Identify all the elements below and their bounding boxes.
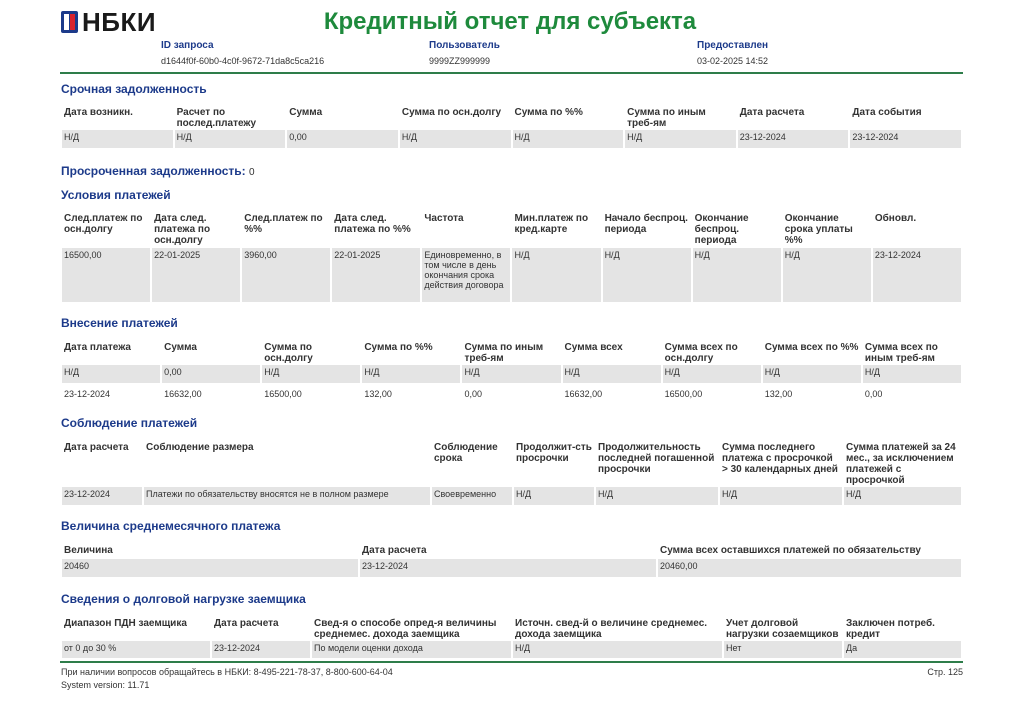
column-header: Дата платежа (64, 342, 131, 353)
table-cell: 23-12-2024 (64, 389, 111, 399)
column-header: Сумма по иным треб-ям (464, 342, 544, 364)
page-title: Кредитный отчет для субъекта (323, 8, 697, 35)
table-cell: от 0 до 30 % (62, 641, 210, 658)
table-cell: 16500,00 (264, 389, 302, 399)
table-cell: Н/Д (514, 487, 594, 505)
table-cell: 22-01-2025 (152, 248, 240, 302)
column-header: Сумма всех (564, 342, 623, 353)
table-cell: 23-12-2024 (62, 487, 142, 505)
table-cell: 0,00 (464, 389, 482, 399)
header-divider (60, 72, 963, 74)
column-header: Сумма по осн.долгу (401, 107, 502, 118)
table-cell: Н/Д (663, 365, 761, 383)
column-header: Сумма по %% (364, 342, 433, 353)
table-cell: 0,00 (287, 130, 398, 148)
overdue-label: Просроченная задолженность: (61, 164, 246, 178)
column-header: Обновл. (874, 213, 917, 224)
table-cell: 0,00 (162, 365, 260, 383)
table-cell: Н/Д (763, 365, 861, 383)
table-cell: 16500,00 (664, 389, 703, 399)
table-cell: Единовременно, в том числе в день окончания срока действия договора (422, 248, 510, 302)
column-header: Продолжит-сть просрочки (516, 442, 592, 464)
debt-load-table (60, 618, 963, 658)
table-cell: Своевременно (432, 487, 512, 505)
column-header: Дата возникн. (64, 107, 133, 118)
user-value: 9999ZZ999999 (429, 56, 491, 66)
section-title-compliance: Соблюдение платежей (61, 416, 198, 430)
column-header: Дата след. платежа по %% (334, 213, 411, 235)
nbki-logo-icon (61, 11, 78, 33)
table-header-row (62, 342, 961, 365)
table-cell: Н/Д (512, 248, 600, 302)
user-label: Пользователь (429, 40, 500, 51)
table-cell: Да (844, 641, 961, 658)
urgent-debt-table (60, 107, 963, 148)
table-cell: Н/Д (693, 248, 781, 302)
table-cell: 23-12-2024 (850, 130, 961, 148)
table-cell: Н/Д (175, 130, 286, 148)
table-cell: 23-12-2024 (738, 130, 849, 148)
monthly-payment-table (60, 545, 963, 577)
table-cell: Н/Д (596, 487, 718, 505)
logo-text: НБКИ (82, 6, 157, 37)
table-header-row (62, 442, 961, 487)
table-cell: Н/Д (625, 130, 736, 148)
column-header: След.платеж по осн.долгу (64, 213, 143, 235)
column-header: Сумма всех по иным треб-ям (864, 342, 938, 364)
request-id-label: ID запроса (161, 40, 214, 51)
column-header: Источн. свед-й о величине среднемес. дохода заемщика (515, 618, 708, 640)
table-cell: Н/Д (262, 365, 360, 383)
table-header-row (62, 618, 961, 641)
table-cell: 22-01-2025 (332, 248, 420, 302)
column-header: Сумма (289, 107, 323, 118)
column-header: Дата события (852, 107, 922, 118)
table-cell: Н/Д (400, 130, 511, 148)
column-header: Величина (64, 545, 113, 556)
table-cell: Н/Д (603, 248, 691, 302)
page-number: Стр. 125 (927, 667, 963, 677)
table-cell: 23-12-2024 (873, 248, 961, 302)
request-id-value: d1644f0f-60b0-4c0f-9672-71da8c5ca216 (161, 56, 325, 66)
provided-block (697, 40, 768, 66)
provided-label: Предоставлен (697, 40, 769, 51)
table-row (62, 248, 961, 302)
section-title-monthly: Величина среднемесячного платежа (61, 519, 281, 533)
table-row (62, 487, 961, 505)
column-header: Учет долговой нагрузки созаемщиков (726, 618, 839, 640)
column-header: Продолжительность последней погашенной просрочки (598, 442, 715, 475)
column-header: Свед-я о способе опред-я величины среднемес. дохода заемщика (314, 618, 497, 640)
table-cell: 0,00 (864, 389, 883, 399)
column-header: Дата расчета (214, 618, 279, 629)
column-header: Соблюдение срока (434, 442, 498, 464)
compliance-table (60, 442, 963, 505)
column-header: Сумма по %% (514, 107, 583, 118)
table-cell: Н/Д (362, 365, 460, 383)
table-cell: 132,00 (364, 389, 392, 399)
column-header: Сумма последнего платежа с просрочкой > 30 календарных дней (722, 442, 838, 475)
table-cell: 20460,00 (658, 559, 961, 577)
table-cell: Нет (724, 641, 842, 658)
column-header: Сумма по осн.долгу (264, 342, 313, 364)
table-cell: Н/Д (720, 487, 842, 505)
column-header: След.платеж по %% (244, 213, 323, 235)
table-cell: Платежи по обязательству вносятся не в полном размере (144, 487, 430, 505)
column-header: Дата расчета (362, 545, 427, 556)
column-header: Сумма всех оставшихся платежей по обязательству (660, 545, 921, 556)
table-cell: Н/Д (62, 365, 160, 383)
table-cell: Н/Д (863, 365, 961, 383)
column-header: Дата расчета (64, 442, 129, 453)
column-header: Дата расчета (739, 107, 805, 118)
section-title-debtload: Сведения о долговой нагрузке заемщика (61, 592, 306, 606)
table-row (62, 387, 961, 405)
column-header: Окончание беспроц. периода (694, 213, 749, 246)
table-cell: 16632,00 (564, 389, 603, 399)
table-row (62, 641, 961, 658)
table-header-row (62, 545, 961, 559)
column-header: Дата след. платежа по осн.долгу (154, 213, 211, 246)
table-header-row (62, 213, 961, 248)
table-header-row (62, 107, 961, 130)
column-header: Начало беспроц. периода (604, 213, 688, 235)
payments-table (60, 342, 963, 405)
table-cell: Н/Д (462, 365, 560, 383)
provided-value: 03-02-2025 14:52 (697, 56, 769, 66)
table-cell: Н/Д (513, 130, 624, 148)
table-cell: 132,00 (764, 389, 793, 399)
footer-divider (60, 661, 963, 663)
column-header: Сумма всех по осн.долгу (664, 342, 738, 364)
user-block (429, 40, 500, 66)
column-header: Мин.платеж по кред.карте (514, 213, 589, 235)
footer-contact: При наличии вопросов обращайтесь в НБКИ: 8-495-221-78-37, 8-800-600-64-04 (61, 667, 393, 677)
table-cell: Н/Д (783, 248, 871, 302)
payment-terms-table (60, 213, 963, 302)
column-header: Сумма всех по %% (764, 342, 859, 353)
overdue-value: 0 (249, 167, 255, 178)
column-header: Диапазон ПДН заемщика (64, 618, 187, 629)
table-row (62, 559, 961, 577)
table-cell: 23-12-2024 (212, 641, 310, 658)
footer-version: System version: 11.71 (61, 680, 150, 690)
table-cell: По модели оценки дохода (312, 641, 511, 658)
table-cell: 16500,00 (62, 248, 150, 302)
column-header: Частота (424, 213, 464, 224)
section-title-payments: Внесение платежей (61, 316, 178, 330)
column-header: Сумма (164, 342, 197, 353)
column-header: Сумма платежей за 24 мес., за исключением платежей с просрочкой (846, 442, 956, 486)
table-cell: 16632,00 (164, 389, 202, 399)
column-header: Расчет по послед.платежу (176, 107, 257, 129)
section-title-terms: Условия платежей (61, 188, 171, 202)
table-cell: Н/Д (844, 487, 961, 505)
table-row (62, 130, 961, 148)
table-cell: Н/Д (563, 365, 661, 383)
table-cell: 20460 (62, 559, 358, 577)
request-id-block (161, 40, 324, 66)
table-cell: Н/Д (513, 641, 722, 658)
column-header: Заключен потреб. кредит (846, 618, 935, 640)
column-header: Соблюдение размера (146, 442, 254, 453)
table-row (62, 365, 961, 383)
section-title-overdue (61, 164, 255, 178)
table-cell: Н/Д (62, 130, 173, 148)
column-header: Окончание срока уплаты %% (784, 213, 853, 246)
section-title-urgent: Срочная задолженность (61, 82, 207, 96)
table-cell: 3960,00 (242, 248, 330, 302)
table-cell: 23-12-2024 (360, 559, 656, 577)
column-header: Сумма по иным треб-ям (627, 107, 706, 129)
logo (61, 8, 156, 36)
